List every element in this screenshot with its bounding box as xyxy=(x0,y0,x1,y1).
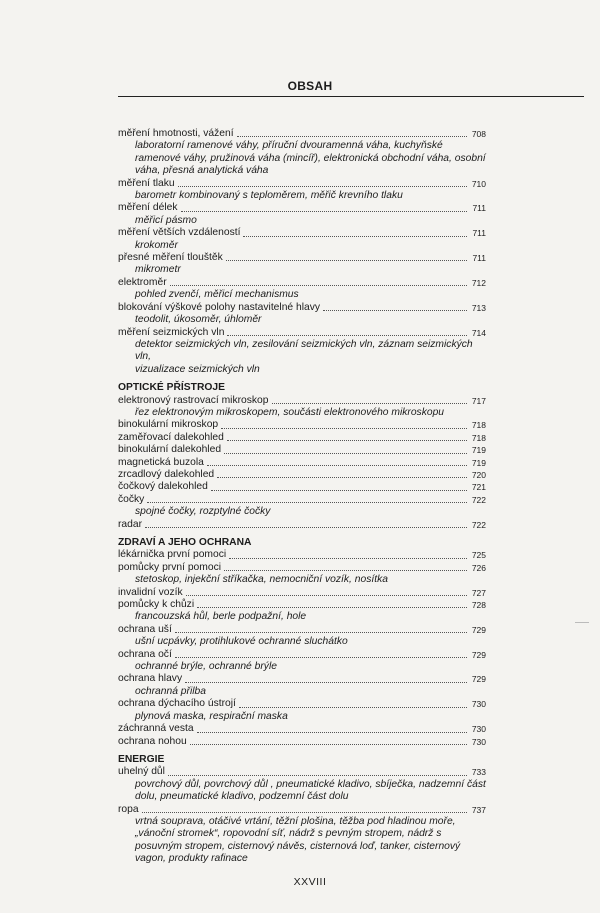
toc-entry-title: magnetická buzola xyxy=(118,456,204,468)
toc-page-number: 717 xyxy=(471,395,486,406)
dot-leader xyxy=(190,744,467,745)
dot-leader xyxy=(217,477,467,478)
toc-entry xyxy=(118,673,486,685)
toc-entry-title: pomůcky první pomoci xyxy=(118,561,222,573)
toc-subitems: měřicí pásmo xyxy=(135,214,197,226)
title-rule xyxy=(118,96,584,97)
toc-page-number: 722 xyxy=(471,494,486,505)
toc-entry-title: binokulární dalekohled xyxy=(118,444,222,456)
dot-leader xyxy=(197,732,467,733)
toc-entry xyxy=(118,444,486,456)
toc-entry-title: radar xyxy=(118,518,143,530)
dot-leader xyxy=(243,236,467,237)
margin-mark xyxy=(575,622,589,623)
toc-subitems: spojné čočky, rozptylné čočky xyxy=(135,506,271,518)
toc-entry-title: ochrana dýchacího ústrojí xyxy=(118,698,236,710)
dot-leader xyxy=(181,211,467,212)
toc-entry-title: čočky xyxy=(118,493,145,505)
toc-subitems: vrtná souprava, otáčivé vrtání, těžní plošina, těžba pod hladinou moře, xyxy=(135,815,456,827)
toc-page-number: 711 xyxy=(472,228,486,239)
toc-page-number: 729 xyxy=(471,674,486,685)
toc-entry-title: elektroměr xyxy=(118,276,167,288)
dot-leader xyxy=(142,812,467,813)
toc-entry-title: ochrana nohou xyxy=(118,735,187,747)
toc-entry-title: ochrana hlavy xyxy=(118,673,183,685)
toc-subitems: plynová maska, respirační maska xyxy=(135,710,288,722)
toc-entry-title: zaměřovací dalekohled xyxy=(118,431,224,443)
toc-entry xyxy=(118,736,486,748)
toc-page-number: 721 xyxy=(471,482,486,493)
toc-entry-title: uhelný důl xyxy=(118,766,165,778)
toc-page-number: 737 xyxy=(471,804,486,815)
toc-entry-title: blokování výškové polohy nastavitelné hlavy xyxy=(118,301,321,313)
dot-leader xyxy=(197,607,467,608)
toc-entry-title: čočkový dalekohled xyxy=(118,481,208,493)
toc-entry-title: ochrana uší xyxy=(118,623,172,635)
toc-page-number: 726 xyxy=(471,562,486,573)
toc-entry xyxy=(118,562,486,574)
toc-subitems: ochranné brýle, ochranné brýle xyxy=(135,661,277,673)
toc-entry xyxy=(118,804,486,816)
dot-leader xyxy=(211,490,467,491)
dot-leader xyxy=(175,632,467,633)
dot-leader xyxy=(224,453,467,454)
toc-entry-title: měření větších vzdáleností xyxy=(118,227,241,239)
dot-leader xyxy=(170,285,467,286)
toc-entry xyxy=(118,327,486,339)
toc-page-number: 714 xyxy=(471,327,486,338)
dot-leader xyxy=(207,465,467,466)
dot-leader xyxy=(175,657,467,658)
toc-entry xyxy=(118,599,486,611)
toc-page-number: 728 xyxy=(471,600,486,611)
toc-entry-title: ropa xyxy=(118,803,139,815)
toc-page-number: 727 xyxy=(471,587,486,598)
page-title: OBSAH xyxy=(287,79,333,93)
toc-page-number: 730 xyxy=(471,736,486,747)
toc-subitems: barometr kombinovaný s teploměrem, měřič krevního tlaku xyxy=(135,190,403,202)
toc-entry xyxy=(118,252,486,264)
toc-page-number: 725 xyxy=(471,550,486,561)
dot-leader xyxy=(323,310,467,311)
toc-entry-title: invalidní vozík xyxy=(118,586,183,598)
toc-entry-title: měření tlaku xyxy=(118,177,175,189)
toc-entry xyxy=(118,481,486,493)
toc-entry xyxy=(118,277,486,289)
dot-leader xyxy=(221,428,467,429)
toc-page-number: 730 xyxy=(471,699,486,710)
toc-page-number: 733 xyxy=(471,767,486,778)
toc-entry xyxy=(118,178,486,190)
section-heading: OPTICKÉ PŘÍSTROJE xyxy=(118,382,225,394)
toc-entry-title: lékárnička první pomoci xyxy=(118,549,227,561)
toc-entry xyxy=(118,395,486,407)
dot-leader xyxy=(168,775,467,776)
toc-subitems: „vánoční stromek“, ropovodní síť, nádrž s pevným stropem, nádrž s xyxy=(135,828,442,840)
toc-entry xyxy=(118,519,486,531)
toc-subitems: stetoskop, injekční stříkačka, nemocniční vozík, nosítka xyxy=(135,574,388,586)
dot-leader xyxy=(224,570,467,571)
toc-entry-title: měření seizmických vln xyxy=(118,326,225,338)
toc-entry xyxy=(118,698,486,710)
toc-entry xyxy=(118,432,486,444)
toc-page-number: 713 xyxy=(471,302,486,313)
toc-page-number: 708 xyxy=(471,129,486,139)
toc-entry-title: záchranná vesta xyxy=(118,723,194,735)
toc-entry xyxy=(118,128,486,140)
toc-page-number: 719 xyxy=(471,445,486,456)
toc-subitems: ušní ucpávky, protihlukové ochranné sluchátko xyxy=(135,636,348,648)
toc-subitems: dolu, pneumatické kladivo, podzemní část dolu xyxy=(135,791,349,803)
dot-leader xyxy=(239,707,467,708)
toc-subitems: posuvným stropem, cisternový návěs, cisternová loď, tanker, cisternový xyxy=(135,840,461,852)
toc-entry xyxy=(118,549,486,561)
toc-entry-title: měření hmotnosti, vážení xyxy=(118,128,234,139)
toc-page-number: 711 xyxy=(472,253,486,264)
section-heading: ZDRAVÍ A JEHO OCHRANA xyxy=(118,537,252,548)
toc-entry xyxy=(118,649,486,661)
toc-subitems: pohled zvenčí, měřicí mechanismus xyxy=(135,289,299,301)
toc-entry-title: binokulární mikroskop xyxy=(118,419,219,431)
dot-leader xyxy=(185,682,467,683)
toc-subitems: teodolit, úkosoměr, úhloměr xyxy=(135,314,262,326)
toc-subitems: vizualizace seizmických vln xyxy=(135,363,260,375)
dot-leader xyxy=(186,595,467,596)
toc-entry-title: pomůcky k chůzi xyxy=(118,599,195,611)
toc-subitems: ochranná přilba xyxy=(135,685,206,697)
toc-page-number: 711 xyxy=(472,203,486,214)
toc-subitems: vagon, produkty rafinace xyxy=(135,853,248,865)
toc-entry-title: elektronový rastrovací mikroskop xyxy=(118,394,269,406)
toc-page-number: 712 xyxy=(471,277,486,288)
toc-page-number: 730 xyxy=(471,724,486,735)
toc-subitems: ramenové váhy, pružinová váha (mincíř), elektronická obchodní váha, osobní xyxy=(135,152,486,164)
toc-entry xyxy=(118,202,486,214)
toc-page-number: 718 xyxy=(471,420,486,431)
toc-subitems: francouzská hůl, berle podpažní, hole xyxy=(135,611,307,623)
dot-leader xyxy=(272,403,467,404)
section-heading: ENERGIE xyxy=(118,753,165,765)
dot-leader xyxy=(226,260,467,261)
toc-page-number: 720 xyxy=(471,469,486,480)
toc-entry-title: měření délek xyxy=(118,202,178,214)
toc-entry xyxy=(118,766,486,778)
toc-entry xyxy=(118,587,486,599)
toc-subitems: detektor seizmických vln, zesilování seizmických vln, záznam seizmických vln, xyxy=(135,338,473,363)
toc-entry xyxy=(118,302,486,314)
toc-entry xyxy=(118,419,486,431)
toc-page-number: 719 xyxy=(471,457,486,468)
toc-entry-title: ochrana očí xyxy=(118,648,172,660)
page-number: XXVIII xyxy=(293,876,327,888)
toc-entry xyxy=(118,469,486,481)
toc-entry xyxy=(118,624,486,636)
dot-leader xyxy=(145,527,467,528)
toc-subitems: řez elektronovým mikroskopem, součásti elektronového mikroskopu xyxy=(135,406,445,418)
dot-leader xyxy=(229,558,467,559)
toc-subitems: krokoměr xyxy=(135,239,178,251)
toc-entry xyxy=(118,227,486,239)
toc-page-number: 729 xyxy=(471,649,486,660)
toc-subitems: povrchový důl, povrchový důl , pneumatické kladivo, sbíječka, nadzemní část xyxy=(135,778,486,790)
toc-subitems: laboratorní ramenové váhy, příruční dvouramenná váha, kuchyňské xyxy=(135,140,443,152)
toc-entry-title: zrcadlový dalekohled xyxy=(118,468,215,480)
table-of-contents xyxy=(118,128,486,866)
toc-page-number: 722 xyxy=(471,519,486,530)
dot-leader xyxy=(178,186,467,187)
toc-subitems: váha, přesná analytická váha xyxy=(135,165,269,177)
toc-page-number: 729 xyxy=(471,624,486,635)
dot-leader xyxy=(227,440,467,441)
toc-entry-title: přesné měření tlouštěk xyxy=(118,252,223,264)
dot-leader xyxy=(227,335,467,336)
dot-leader xyxy=(237,136,467,137)
toc-page-number: 718 xyxy=(471,432,486,443)
toc-subitems: mikrometr xyxy=(135,264,181,276)
toc-entry xyxy=(118,457,486,469)
toc-page-number: 710 xyxy=(471,178,486,189)
toc-entry xyxy=(118,494,486,506)
toc-entry xyxy=(118,723,486,735)
dot-leader xyxy=(147,502,467,503)
